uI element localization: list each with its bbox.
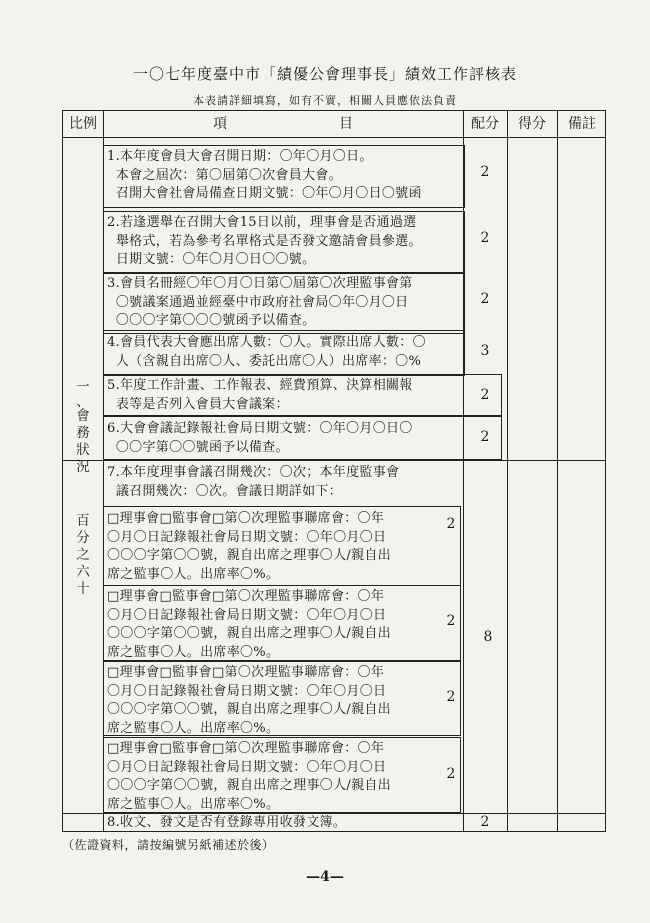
- col-line-score: [507, 111, 508, 831]
- item-7-points: 8: [483, 629, 493, 645]
- header-ratio: 比例: [69, 116, 97, 132]
- item-3-points: 2: [480, 291, 490, 307]
- item-1-points: 2: [480, 164, 490, 180]
- item-6-text: 6.大會會議記錄報社會局日期文號：〇年〇月〇日〇 〇〇字第〇〇號函予以備查。: [107, 421, 413, 455]
- footnote: （佐證資料，請按編號另紙補述於後）: [62, 838, 275, 852]
- item-5-text: 5.年度工作計畫、工作報表、經費預算、決算相關報 表等是否列入會員大會議案：: [107, 378, 413, 412]
- category-name: 一 、 會 務 狀 況: [76, 379, 90, 475]
- item-2-text: 2.若逢選舉在召開大會15日以前，理事會是否通過選 舉格式，若為參考名單格式是否發文邀請會員參選。 日期文號：〇年〇月〇日〇〇號。: [107, 215, 422, 267]
- evaluation-table: [62, 110, 606, 832]
- header-line: [63, 137, 605, 138]
- item-5-points: 2: [480, 387, 490, 403]
- item-7-sub-2-text: □理事會□監事會□第〇次理監事聯席會：〇年 〇月〇日記錄報社會局日期文號：〇年〇月〇日 〇〇〇字第〇〇號，親自出席之理事〇人/親自出 席之監事〇人。出席率〇%。: [107, 589, 391, 660]
- item-7-sub-4-points: 2: [446, 766, 456, 782]
- form-subtitle: 本表請詳細填寫，如有不實，相關人員應依法負責: [193, 94, 457, 107]
- separator-item-7: [63, 460, 605, 461]
- item-3-text: 3.會員名冊經〇年〇月〇日第〇屆第〇次理監事會第 〇號議案通過並經臺中市政府社會局〇年〇月〇日 〇〇〇字第〇〇〇號函予以備查。: [107, 276, 413, 328]
- item-7-sub-3-points: 2: [446, 689, 456, 705]
- col-line-remarks: [557, 111, 558, 831]
- item-7-text: 7.本年度理事會議召開幾次：〇次；本年度監事會 議召開幾次：〇次。會議日期詳如下：: [107, 465, 400, 499]
- item-2-points: 2: [480, 230, 490, 246]
- form-title: 一〇七年度臺中市「績優公會理事長」績效工作評核表: [132, 65, 517, 83]
- header-points: 配分: [471, 116, 499, 132]
- category-ratio: 百 分 之 六 十: [76, 513, 90, 597]
- page-number: —4—: [306, 869, 344, 885]
- item-6-points: 2: [480, 429, 490, 445]
- header-remarks: 備註: [568, 116, 596, 132]
- item-7-sub-1-text: □理事會□監事會□第〇次理監事聯席會：〇年 〇月〇日記錄報社會局日期文號：〇年〇月〇日 〇〇〇字第〇〇號，親自出席之理事〇人/親自出 席之監事〇人。出席率〇%。: [107, 511, 391, 582]
- item-7-sub-4-text: □理事會□監事會□第〇次理監事聯席會：〇年 〇月〇日記錄報社會局日期文號：〇年〇月〇日 〇〇〇字第〇〇號，親自出席之理事〇人/親自出 席之監事〇人。出席率〇%。: [107, 741, 391, 812]
- item-7-sub-2-points: 2: [446, 613, 456, 629]
- header-items: 項 目: [213, 116, 353, 132]
- item-7-sub-3-text: □理事會□監事會□第〇次理監事聯席會：〇年 〇月〇日記錄報社會局日期文號：〇年〇月〇日 〇〇〇字第〇〇號，親自出席之理事〇人/親自出 席之監事〇人。出席率〇%。: [107, 665, 391, 736]
- item-7-sub-1-points: 2: [446, 516, 456, 532]
- item-8-text: 8.收文、發文是否有登錄專用收發文簿。: [107, 815, 347, 830]
- header-score: 得分: [518, 116, 546, 132]
- item-8-points: 2: [480, 814, 490, 830]
- item-4-points: 3: [480, 343, 490, 359]
- item-4-text: 4.會員代表大會應出席人數：〇人。實際出席人數：〇 人（含親自出席〇人、委託出席〇人）出席率：〇%: [107, 335, 426, 369]
- item-1-text: 1.本年度會員大會召開日期：〇年〇月〇日。 本會之屆次：第〇屆第〇次會員大會。 召開大會社會局備查日期文號：〇年〇月〇日〇號函: [107, 149, 422, 201]
